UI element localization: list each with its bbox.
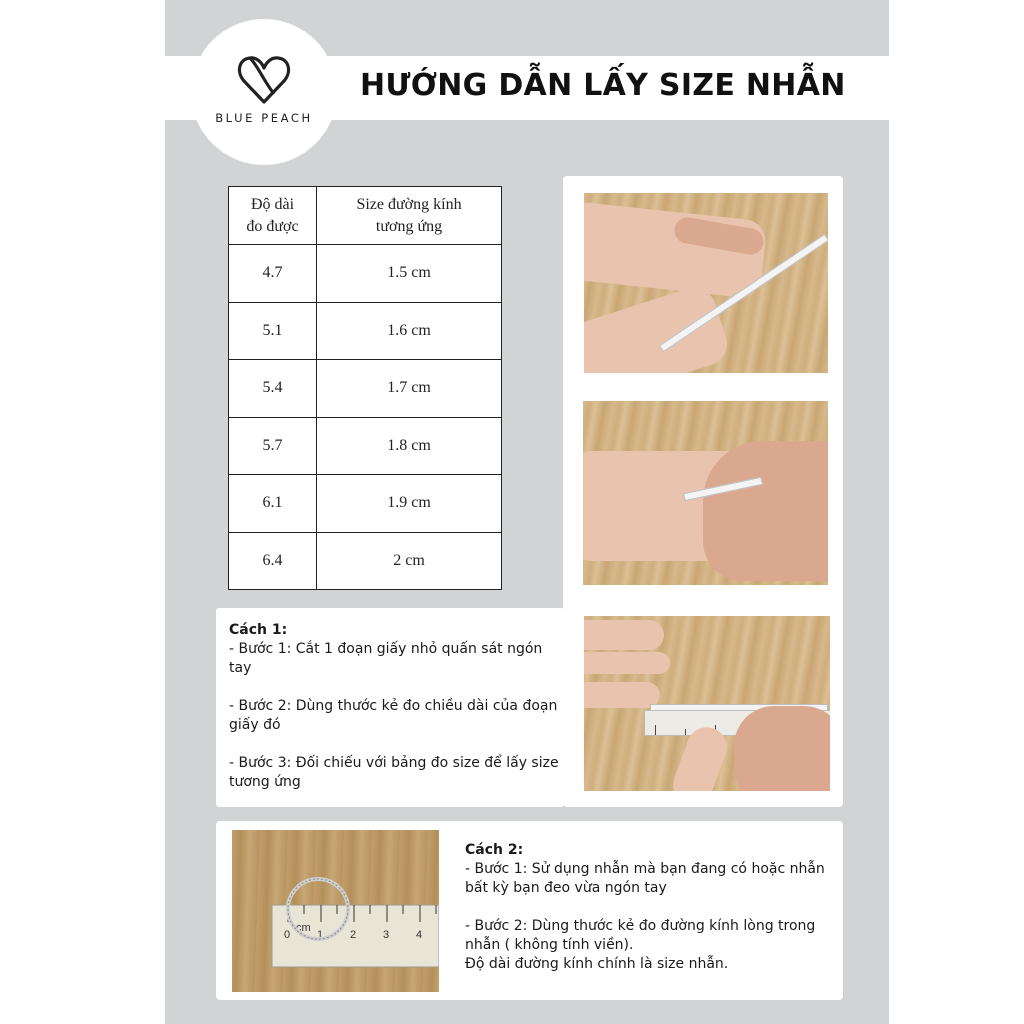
method1-step1: - Bước 1: Cắt 1 đoạn giấy nhỏ quấn sát ngón tay bbox=[229, 641, 543, 676]
length-cell: 5.7 bbox=[229, 417, 317, 475]
table-header-length: Độ dài đo được bbox=[229, 187, 317, 245]
method1-step3: - Bước 3: Đối chiếu với bảng đo size để lấy size tương ứng bbox=[229, 755, 559, 790]
method1-step2: - Bước 2: Dùng thước kẻ đo chiều dài của đoạn giấy đó bbox=[229, 698, 558, 733]
ruler-number: 3 bbox=[383, 929, 390, 941]
method1-text bbox=[229, 621, 559, 792]
method2-step1: - Bước 1: Sử dụng nhẫn mà bạn đang có hoặc nhẫn bất kỳ bạn đeo vừa ngón tay bbox=[465, 861, 825, 896]
ruler-number: 2 bbox=[350, 929, 357, 941]
ruler-unit: cm bbox=[296, 922, 311, 934]
length-cell: 4.7 bbox=[229, 245, 317, 303]
method2-text bbox=[465, 841, 835, 974]
size-cell: 1.9 cm bbox=[317, 475, 502, 533]
hand-shape bbox=[584, 282, 733, 373]
size-cell: 1.6 cm bbox=[317, 302, 502, 360]
size-cell: 1.7 cm bbox=[317, 360, 502, 418]
table-row bbox=[229, 532, 502, 590]
hand-shape bbox=[703, 441, 828, 581]
method1-heading: Cách 1: bbox=[229, 622, 288, 638]
length-cell: 5.4 bbox=[229, 360, 317, 418]
table-row bbox=[229, 245, 502, 303]
size-cell: 1.8 cm bbox=[317, 417, 502, 475]
photo-measure-strip bbox=[584, 616, 830, 791]
table-row bbox=[229, 360, 502, 418]
length-cell: 6.4 bbox=[229, 532, 317, 590]
ring-ruler-illustration bbox=[232, 830, 439, 992]
heart-logo-icon bbox=[236, 54, 292, 106]
hand-shape bbox=[734, 706, 830, 791]
table-row bbox=[229, 417, 502, 475]
size-cell: 2 cm bbox=[317, 532, 502, 590]
table-header-row bbox=[229, 187, 502, 245]
table-row bbox=[229, 302, 502, 360]
page-title: HƯỚNG DẪN LẤY SIZE NHẪN bbox=[360, 68, 846, 103]
brand-name: BLUE PEACH bbox=[215, 111, 313, 125]
size-table bbox=[228, 186, 502, 590]
hand-shape bbox=[584, 620, 664, 650]
table-row bbox=[229, 475, 502, 533]
method2-note: Độ dài đường kính chính là size nhẫn. bbox=[465, 956, 729, 972]
photo-cut-paper-strip bbox=[584, 193, 828, 373]
ruler-number: 1 bbox=[317, 929, 324, 941]
photo-wrap-finger bbox=[583, 401, 828, 585]
table-header-size: Size đường kính tương ứng bbox=[317, 187, 502, 245]
ruler-number: 4 bbox=[416, 929, 423, 941]
hand-shape bbox=[584, 682, 660, 708]
photo-ring-ruler bbox=[232, 830, 439, 992]
length-cell: 5.1 bbox=[229, 302, 317, 360]
ruler-number: 0 bbox=[284, 929, 291, 941]
length-cell: 6.1 bbox=[229, 475, 317, 533]
method2-heading: Cách 2: bbox=[465, 842, 524, 858]
size-cell: 1.5 cm bbox=[317, 245, 502, 303]
hand-shape bbox=[584, 652, 670, 674]
method2-step2: - Bước 2: Dùng thước kẻ đo đường kính lòng trong nhẫn ( không tính viền). bbox=[465, 918, 816, 953]
